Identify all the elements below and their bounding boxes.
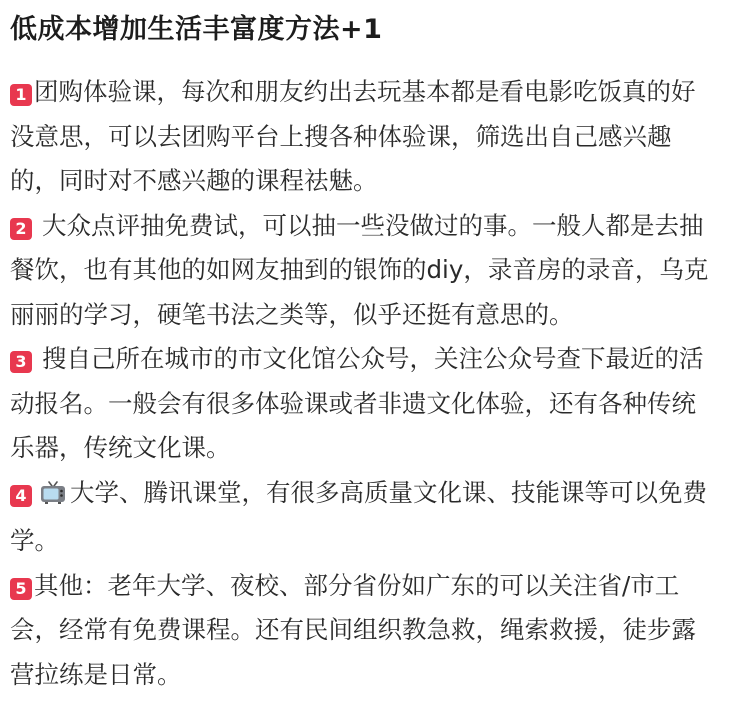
list-item-text: 团购体验课，每次和朋友约出去玩基本都是看电影吃饭真的好没意思，可以去团购平台上搜各种体验课，筛选出自己感兴趣的，同时对不感兴趣的课程祛魅。 [10,77,696,195]
television-icon [40,475,66,520]
number-5-badge-icon: 5 [10,578,32,600]
list-item-text: 大众点评抽免费试，可以抽一些没做过的事。一般人都是去抽餐饮，也有其他的如网友抽到的银饰的diy，录音房的录音，乌克丽丽的学习，硬笔书法之类等，似乎还挺有意思的。 [10,210,709,329]
list-item-2 [10,204,719,338]
list-item-text: 大学、腾讯课堂，有很多高质量文化课、技能课等可以免费学。 [10,477,707,555]
number-1-badge-icon: 1 [10,84,32,106]
list-item-5 [10,564,719,698]
number-3-badge-icon: 3 [10,351,32,373]
number-2-badge-icon: 2 [10,218,32,240]
post-title: 低成本增加生活丰富度方法+1 [10,14,383,45]
number-4-badge-icon: 4 [10,485,32,507]
list-item-4 [10,471,719,564]
list-item-1 [10,70,719,204]
list-item-text: 其他：老年大学、夜校、部分省份如广东的可以关注省/市工会，经常有免费课程。还有民间组织教急救，绳索救援，徒步露营拉练是日常。 [10,570,696,689]
list-item-text: 搜自己所在城市的市文化馆公众号，关注公众号查下最近的活动报名。一般会有很多体验课或者非遗文化体验，还有各种传统乐器，传统文化课。 [10,344,704,462]
tips-list [10,70,719,697]
list-item-3 [10,337,719,471]
